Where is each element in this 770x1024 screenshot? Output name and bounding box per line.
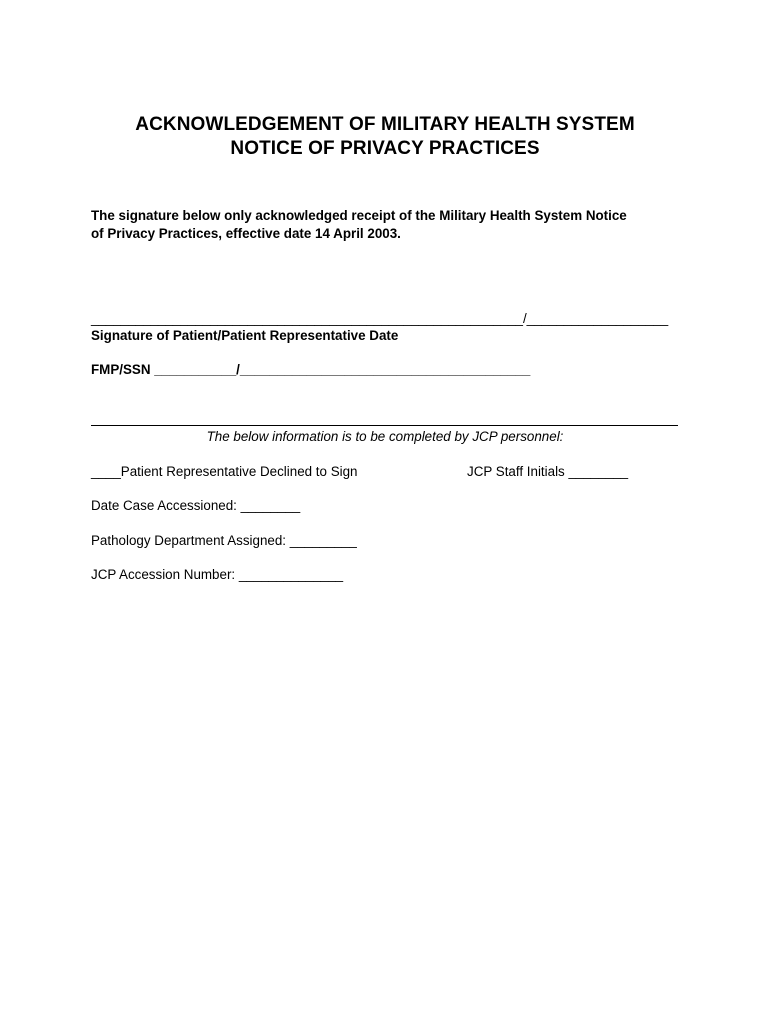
jcp-staff-initials-field[interactable]: JCP Staff Initials ________ (467, 464, 629, 479)
document-title-line-2: NOTICE OF PRIVACY PRACTICES (230, 138, 540, 159)
intro-text-line-1: The signature below only acknowledged receipt of the Military Health System Notice (91, 208, 627, 223)
section-divider (91, 425, 678, 426)
pathology-department-field[interactable]: Pathology Department Assigned: _________ (91, 533, 357, 548)
fmp-ssn-field[interactable]: FMP/SSN ___________/_______________________________________ (91, 362, 531, 377)
intro-text-line-2: of Privacy Practices, effective date 14 April 2003. (91, 226, 401, 241)
declined-to-sign-field[interactable]: ____Patient Representative Declined to Sign (91, 464, 358, 479)
document-title-line-1: ACKNOWLEDGEMENT OF MILITARY HEALTH SYSTEM (135, 114, 635, 135)
signature-date-field[interactable]: __________________________________________________________/___________________ (91, 311, 669, 326)
jcp-personnel-note: The below information is to be completed by JCP personnel: (206, 429, 564, 444)
jcp-accession-number-field[interactable]: JCP Accession Number: ______________ (91, 567, 344, 582)
date-case-accessioned-field[interactable]: Date Case Accessioned: ________ (91, 498, 301, 513)
signature-caption: Signature of Patient/Patient Representative Date (91, 328, 399, 343)
